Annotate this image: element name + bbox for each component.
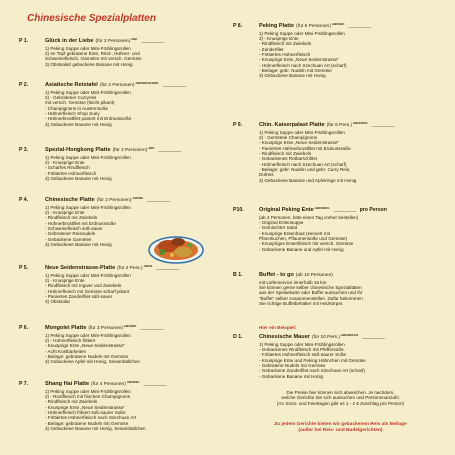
entry-subtitle: (für 2 Personen) [112,148,148,153]
note-line: Die Preise hier können sich abweichen. Je nachdem, [286,390,395,395]
entry-item: - Paniertes Zanderfilet süß-sauer [45,294,113,300]
entry-subtitle: (ab 10 Personen) [295,273,333,278]
entry-item: 2) - Knusprige Ente [45,277,85,283]
menu-entry [19,265,179,305]
allergen-codes: ABCDEFG [352,121,368,125]
allergen-codes: ABF [131,37,138,41]
entry-subtitle: (für 4 Personen) [91,382,126,387]
entry-items [45,90,186,128]
entry-item: - Rindfleisch mit Zwiebeln [45,215,98,221]
menu-entry [19,82,186,127]
menu-entry [19,38,164,67]
allergen-codes: ABCD [143,264,153,268]
entry-item: - Rindfleisch mit Zwiebeln [45,399,98,405]
entry-item: - Gemischter Salat [259,225,298,231]
entry-item: - Gebackene Zanderfilet nach Szechuan Art (scharf) [259,368,365,374]
entry-item: Schweinefleisch, Garnelen mit versch. Gemüse [45,56,142,62]
entry-item: - Rindfleisch mit Zwiebeln [259,151,312,157]
menu-entry [233,334,385,379]
entry-item: 3) Obstsalat/ gebackene Banane mit Honig [45,61,133,67]
entry-item: - Gebratene Nudeln mit Gemüse [259,363,326,369]
entry-item: - Gebackenes Rindfleisch mit Pfeffersoße [259,346,344,352]
entry-item: 1) Peking Suppe oder Mini-Frühlingsrollen [259,30,345,36]
entry-item: - Knusprige Ente „Neue Seidenstrasse" [259,140,340,146]
price-note [233,390,448,406]
entry-item: - Champignons in Austernsoße [45,105,109,111]
entry-item: (ab 4 Personen, bitte einen Tag vorher bestellen) [259,214,359,220]
entry-items [259,280,363,307]
entry-item: Pfannkuchen, Pflaumensoße und Gemüse) [259,235,348,241]
entry-name: Chin. Kaiserpalast Platte [259,122,325,128]
entry-header [19,381,166,388]
entry-header [19,147,181,154]
entry-header [19,38,164,45]
menu-title: Chinesische Spezialplatten [27,13,156,24]
entry-subtitle: (für 2 Personen) [95,39,131,44]
bottom-line: (außer bei Reis- und Nudelgerichten) [298,427,383,433]
allergen-codes: ABCDEF [126,380,140,384]
price-blank: _________ [158,147,182,152]
entry-item: - Knusprige Ente „Neue Seidenstrasse" [259,57,340,63]
entry-item: 1) Peking Suppe oder Mini-Frühlingsrollen [45,204,131,210]
entry-item: - Knusprige Ente „Neue Seidenstrasse" [45,404,126,410]
entry-item: - Knusprige Entenhaut (serviert mit [259,230,330,236]
entry-code: P 4. [19,197,29,203]
entry-item: 2) - Gebratener Curryreis [45,94,97,100]
entry-item: 3) Gebackene Banane und Apfelringe mit Honig [259,177,357,183]
entry-name: Asiatische Reistafel [45,82,98,88]
price-blank: _________ [141,38,165,43]
entry-item: - Beilage: gebratene Nudeln mit Gemüse [45,420,129,426]
entry-name: Buffet - to go [259,272,294,278]
allergen-codes: ABCDEF [331,22,345,26]
entry-item: 3) Gebackene Banane mit Honig, Sesambällchen [45,426,146,432]
entry-code: P 2. [19,82,29,88]
entry-item: - Beilage: gebratene Nudeln mit Gemüse [45,354,129,360]
entry-code: P10. [233,207,244,213]
entry-items [259,31,371,79]
menu-entry [233,207,387,252]
entry-item: - Hühnerfleisch nach Szechuan Art (scharf) [259,161,347,167]
entry-item: Sie können gerne selber chinesische Spezialitäten [259,284,362,290]
entry-item: - Scharfes Rindfleisch [45,165,90,171]
menu-entry [233,23,371,79]
price-unit: pro Person [359,207,387,213]
price-blank: _________ [333,207,357,212]
price-blank: _________ [140,325,164,330]
entry-items [259,130,395,184]
entry-header [233,272,363,279]
entry-item: - Acht Kostbarkeiten [45,348,87,354]
entry-items [45,333,164,365]
entry-item: 2) Im Topf gebratene Ente, Rind-, Hühner- und [45,50,140,56]
note-line: (An Sonn- und Feiertagen gibt es 1 - 2 € Zuschlag pro Person) [276,400,405,406]
entry-header [19,197,170,204]
entry-item: "Buffet" selber zusammenstellen. Dafür bekommen [259,295,363,301]
entry-item: 1) Peking Suppe oder Mini-Frühlingsrollen [45,154,131,160]
menu-entry [233,272,363,306]
entry-item: - Hühnerfleisch frittiert süß-saurer Soße [45,410,126,416]
price-blank: _________ [163,82,187,87]
entry-item: - Rindfleisch mit Zwiebeln [259,41,312,47]
entry-subtitle: (für 2 Personen) [96,198,132,203]
entry-item: Sie richtige Buffetbehälter mit Heizkörper. [259,301,344,307]
entry-item: - Knuspriges Entenfleisch mit versch. Gemüse [259,241,354,247]
entry-name: Mongolei Platte [45,325,87,331]
entry-item: 2) - Knusprige Ente [45,209,85,215]
example-label: Hier ein Beispiel: [259,325,297,330]
entry-name: Peking Platte [259,23,295,29]
entry-code: P 7. [19,381,29,387]
entry-item: - Schweinefleisch süß-sauer [45,226,103,232]
entry-name: Glück in der Liebe [45,38,94,44]
entry-item: mit Lieferservice innerhalb 15 km [259,279,327,285]
entry-items [259,342,385,380]
entry-item: - Gebratener Reisnudeln [45,231,96,237]
entry-item: - Beilage: gebr. Nudeln und gebr. Curry Reis, [259,167,351,173]
entry-item: Dufreis [259,172,274,178]
entry-header [233,122,395,129]
allergen-codes: ABCDE [132,196,144,200]
menu-entry [19,381,166,431]
price-blank: _________ [348,23,372,28]
entry-item: 2) - Geröstete Champignons [259,134,317,140]
entry-header [233,23,371,30]
entry-name: Chinesische Platte [45,197,95,203]
entry-item: - Paniertes Hühnerbrustfilet mit Erdnusssoße [259,145,351,151]
entry-item: - Frittiertes Hühnerfleisch süß-saurer Soße [259,352,347,358]
entry-header [19,82,186,89]
entry-items [259,215,387,253]
entry-item: - Gebackene Garnelen [45,236,92,242]
entry-item: 2) - Rindfleisch mit frischen Champignons [45,393,131,399]
entry-item: - Frittiertes Hühnerfleisch [45,170,97,176]
entry-item: - Knusprige Ente „Neue Seidenstrasse" [45,343,126,349]
entry-item: - Frittiertes Hühnerfleisch [259,52,311,58]
entry-item: 2) - Knusprige Ente [45,159,85,165]
entry-name: Original Peking Ente [259,207,314,213]
entry-item: - Frittiertes Hühnerfleisch nach Szechuan Art [45,415,137,421]
allergen-codes: ABCDEFG [314,206,330,210]
allergen-codes: ABCDEFGHIJKL [135,81,160,85]
entry-code: P 6. [19,325,29,331]
entry-code: P 8. [233,23,243,29]
entry-item: - Gebackenes Rotbarschfilet [259,156,317,162]
entry-subtitle: (für 2 Personen) [99,83,135,88]
note-line: welche Gerichte Sie sich aussuchen und Personenanzahl. [281,395,400,401]
entry-item: - Hühnerfleisch nach Szechuan Art (scharf) [259,62,347,68]
entry-item: - Rindfleisch mit Ingwer und Zwiebeln [45,283,122,289]
entry-subtitle: (für 3 Personen) [88,326,124,331]
entry-code: P 3. [19,147,29,153]
entry-item: 1) Peking Suppe oder Mini-Frühlingsrollen [259,341,345,347]
menu-entry [233,122,395,183]
price-blank: _________ [371,122,395,127]
entry-item: - Hühnerbrustfilet paniert mit Erdnusssoße [45,116,132,122]
entry-item: 3) Gebackene Apfel mit Honig, Sesambällchen [45,359,140,365]
entry-item: 2) - Knusprige Ente [259,35,299,41]
price-blank: _________ [143,381,167,386]
entry-name: Spezial-Hongkong Platte [45,147,111,153]
rice-side-note [233,422,448,433]
entry-item: 3) Obstsalat [45,299,70,305]
entry-item: 3) Gebackene Banane mit Honig [45,176,112,182]
entry-name: Chinesische Mauer [259,334,310,340]
allergen-codes: ABCDEF [124,324,137,328]
entry-item: 1) Peking Suppe oder Mini-Frühlingsrollen [259,129,345,135]
entry-header [19,325,164,332]
entry-name: Shang Hai Platte [45,381,90,387]
entry-subtitle: (für 6 Pers.) [326,123,352,128]
entry-item: - Gebackene Banane und Apfel mit Honig [259,246,344,252]
entry-items [45,155,181,182]
menu-entry [19,325,164,365]
entry-code: B 1. [233,272,243,278]
entry-code: P 1. [19,38,29,44]
entry-name: Neue Seidenstrasse-Platte [45,265,116,271]
entry-item: 1) Peking Suppe oder Mini-Frühlingsrollen [45,332,131,338]
price-blank: _________ [147,197,171,202]
entry-subtitle: (für 2 Pers.) [117,266,143,271]
menu-entry [19,147,181,181]
entry-item: 3) Gebackene Banane mit Honig [45,121,112,127]
entry-item: - Zanderfilet [259,46,284,52]
entry-item: 1) Peking Suppe oder Mini-Frühlingsrollen [45,45,131,51]
food-platter-image [148,230,204,264]
entry-item: - Hühnerfleisch mit Gemüse scharf pikant [45,288,130,294]
allergen-codes: ABF [148,146,155,150]
entry-item: 1) Peking Suppe oder Mini-Frühlingsrollen [45,388,131,394]
entry-header [233,207,387,214]
entry-code: P 5. [19,265,29,271]
entry-subtitle: (für 5 Personen) [296,24,331,29]
price-blank: _________ [361,334,385,339]
entry-code: D 1. [233,334,243,340]
entry-subtitle: (für 10 Pers.) [311,335,340,340]
entry-items [45,389,166,432]
entry-items [45,46,164,67]
entry-item: aus der Speisekarte oder Buffet aussuchen und Ihr [259,290,363,296]
entry-item: 1) Peking Suppe oder Mini-Frühlingsrollen [45,89,131,95]
entry-item: mit versch. Gemüse (leicht pikant) [45,100,115,106]
entry-item: 1) Peking Suppe oder Mini-Frühlingsrollen [45,272,131,278]
entry-item: - Hühnerbrustfilet mit Erdnusssoße [45,220,116,226]
entry-item: 3) Gebackene Banane mit Honig [45,242,112,248]
price-blank: _________ [156,265,180,270]
entry-header [19,265,179,272]
entry-item: 2) - Hühnerfleisch frittiert [45,337,96,343]
entry-item: - Knusprige Ente und Peking Hähnchen mit Gemüse [259,357,366,363]
allergen-codes: ABCDEFGH [340,333,358,337]
entry-item: - Original Entensuppe [259,219,304,225]
entry-code: P 9. [233,122,243,128]
entry-items [45,273,179,305]
entry-item: - Hühnerfleisch Shop Suey [45,111,100,117]
entry-header [233,334,385,341]
entry-item: - Beilage: gebr. Nudeln mit Gemüse [259,68,332,74]
entry-item: 3) Gebackene Banane mit Honig [259,73,326,79]
entry-item: - Gebackene Banane mit Honig [259,373,324,379]
bottom-line: Zu jedem Gerichte bieten wir gebackenen Reis als Beilage [274,422,407,427]
